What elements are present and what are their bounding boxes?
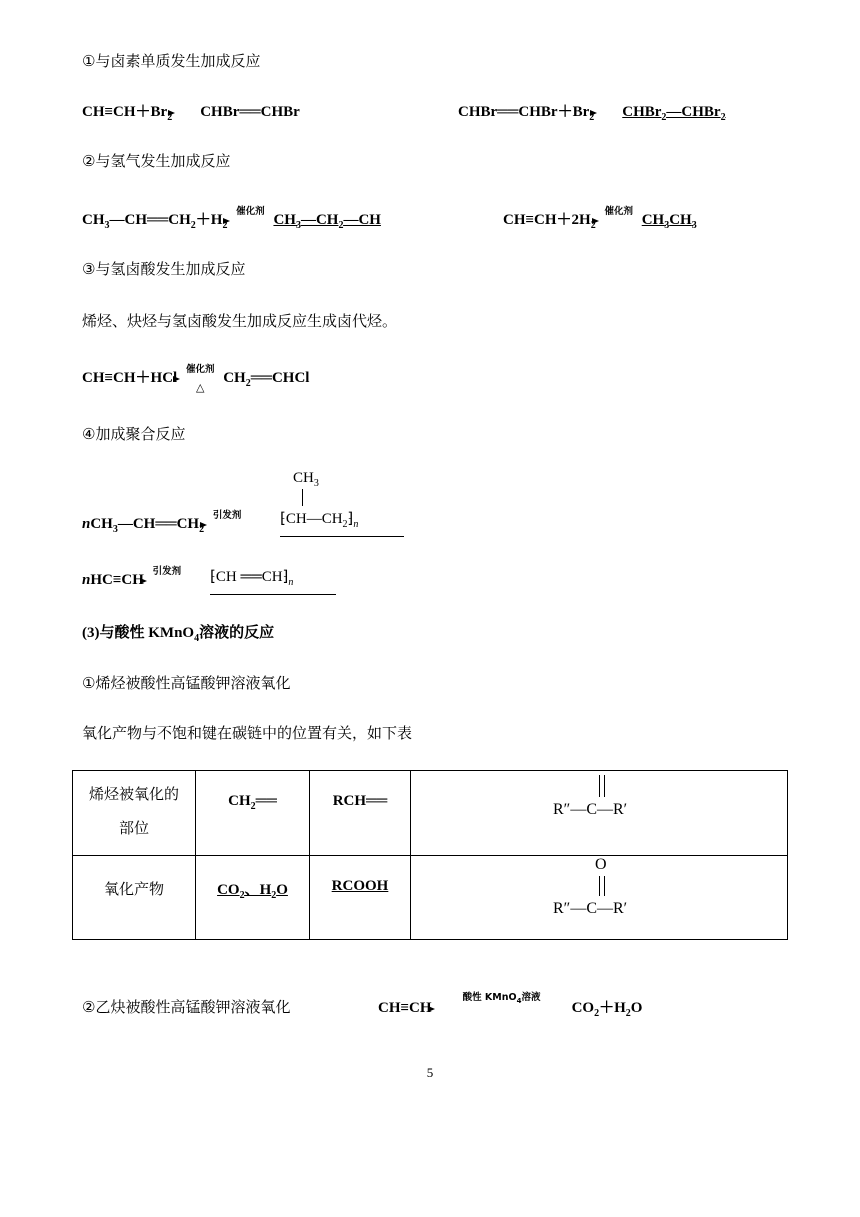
table-cell-ch2: $CH_2══$ (196, 771, 310, 856)
equation-acetylene-oxidation: CH≡CH 酸性 KMnO$_4$溶液 $CO_2+H_2O$ (378, 991, 643, 1019)
section-title-alkene-oxidation: ①烯烃被酸性高锰酸钾溶液氧化 (82, 674, 291, 692)
table-cell-co2-h2o: $CO_2$、$H_2O$ (196, 856, 310, 940)
section-title-acetylene-oxidation: ②乙炔被酸性高锰酸钾溶液氧化 (82, 998, 291, 1016)
polypropylene-repeat-unit: $⁅CH—CH_2⁆_n$ (280, 509, 404, 537)
equation-acetylene-bromine-1: $CH\equiv CH+Br_2$ CHBr══CHBr (82, 104, 300, 123)
table-row (73, 856, 788, 940)
table-cell-rcooh: RCOOH (310, 856, 411, 940)
equation-acetylene-hydrogenation: $CH\equiv CH+2H_2$ 催化剂 $CH_3CH_3$ (503, 205, 697, 231)
section-title-polymerization: ④加成聚合反应 (82, 425, 186, 443)
double-bond (599, 876, 605, 896)
oxidation-table (72, 770, 788, 940)
equation-acetylene-polymerization: nHC≡CH 引发剂 (82, 565, 182, 588)
branch-bond (302, 489, 303, 506)
table-header-site: 烯烃被氧化的部位 (73, 771, 196, 856)
equation-propene-polymerization: $nCH_3—CH══CH_2$ 引发剂 (82, 509, 242, 535)
table-cell-rch: RCH══ (310, 771, 411, 856)
table-cell-ketone: O R″—C—R′ (411, 856, 788, 940)
table-row (73, 771, 788, 856)
table-cell-rcr: R″—C—R′ (411, 771, 788, 856)
equation-propene-hydrogenation: $CH_3—CH══CH_2+H_2$ 催化剂 $CH_3—CH_2—CH$ (82, 205, 381, 231)
polypropylene-branch: $CH_3$ (293, 470, 319, 489)
page-number: 5 (426, 1065, 434, 1080)
section-title-hydrohalic: ③与氢卤酸发生加成反应 (82, 260, 246, 278)
table-header-product: 氧化产物 (73, 856, 196, 940)
paragraph-hydrohalic-desc: 烯烃、炔烃与氢卤酸发生加成反应生成卤代烃。 (82, 312, 398, 330)
equation-acetylene-hcl: CH≡CH＋HCl 催化剂 △ $CH_2══CHCl$ (82, 363, 310, 394)
paragraph-oxidation-desc: 氧化产物与不饱和键在碳链中的位置有关，如下表 (82, 724, 413, 742)
polyacetylene-repeat-unit: ⁅CH $══CH⁆_n$ (210, 567, 336, 595)
section-title-kmno4: (3)与酸性 KMnO$_4$溶液的反应 (82, 623, 275, 644)
section-title-hydrogen: ②与氢气发生加成反应 (82, 152, 231, 170)
section-title-halogen: ①与卤素单质发生加成反应 (82, 52, 261, 70)
double-bond (599, 775, 605, 797)
equation-acetylene-bromine-2: $CHBr══CHBr+Br_2$ CHBr$_2$—CHBr$_2$ (458, 104, 726, 123)
